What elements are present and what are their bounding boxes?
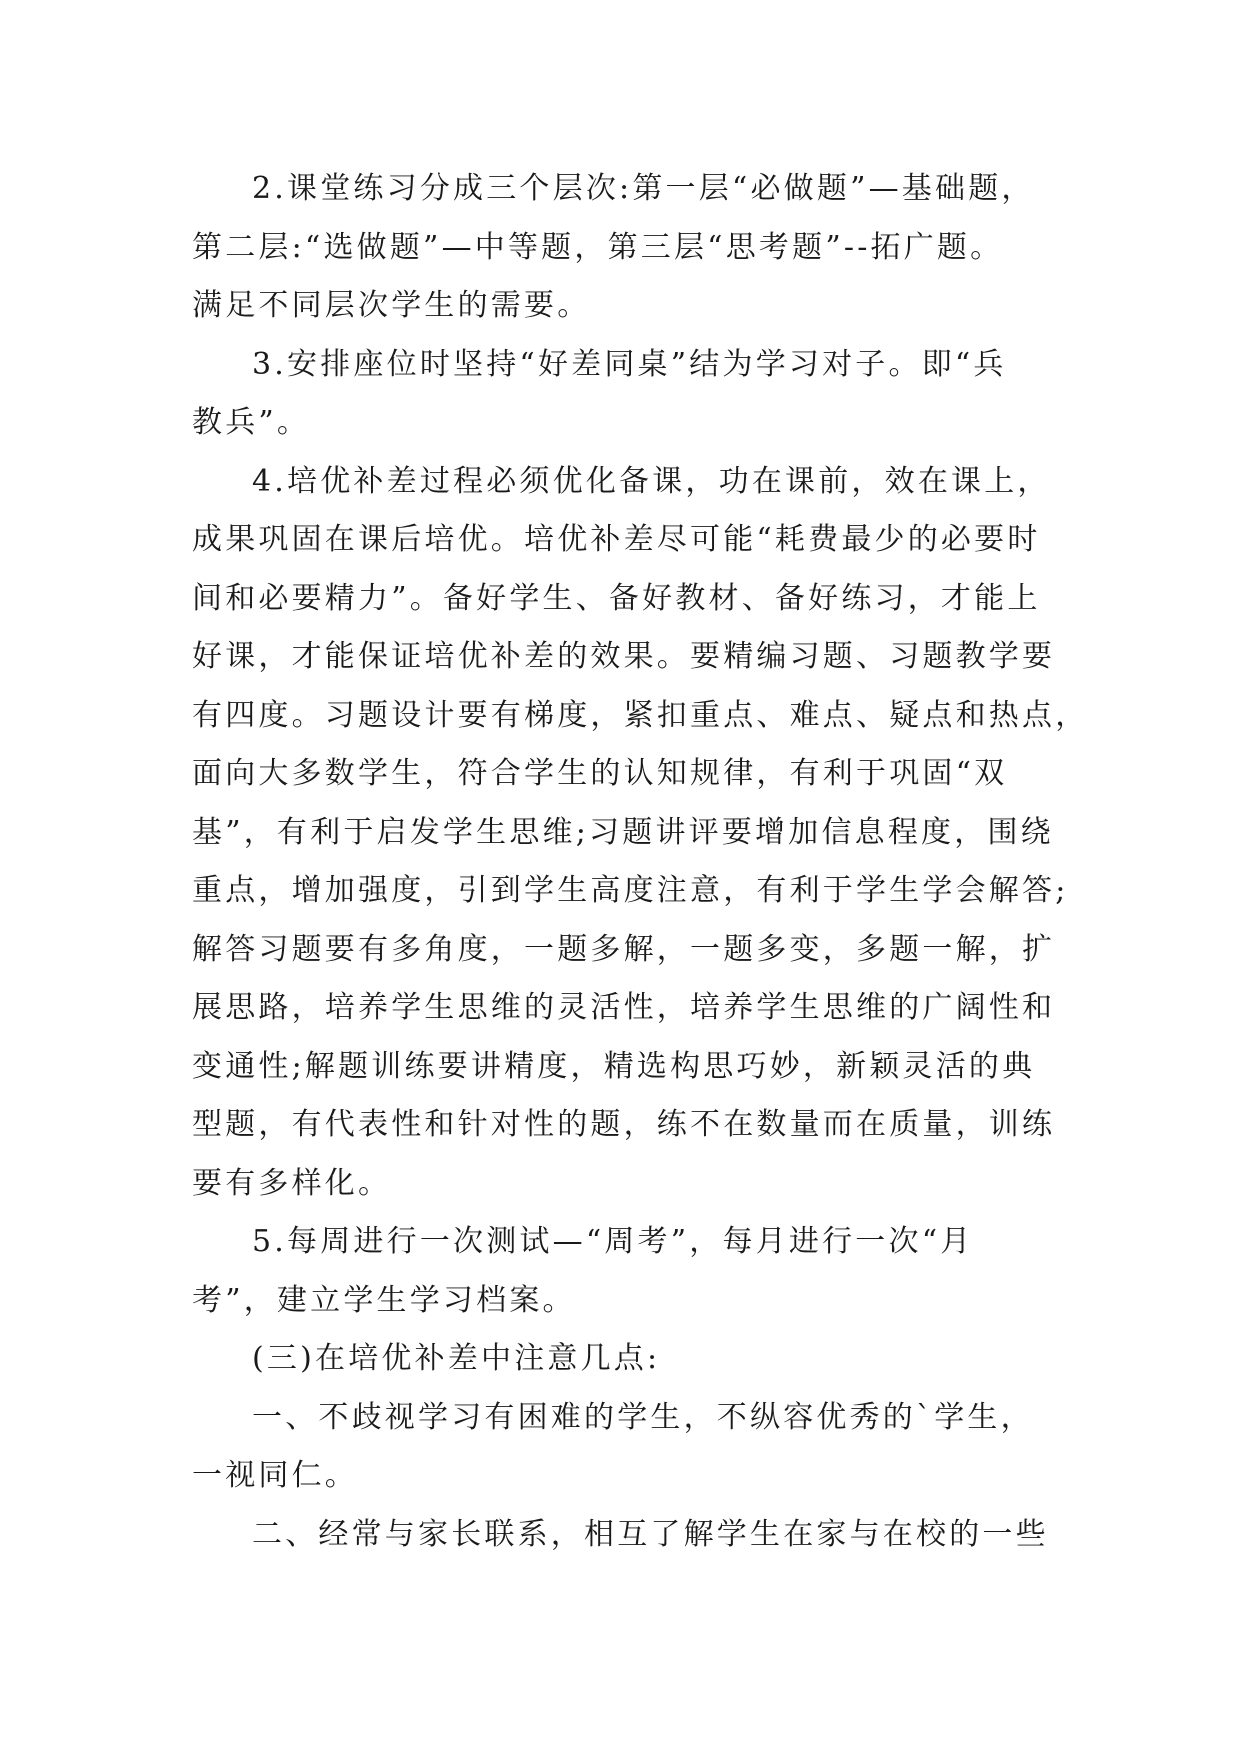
text-line: 型题，有代表性和针对性的题，练不在数量而在质量，训练	[192, 1107, 1056, 1142]
text-line: 3.安排座位时坚持“好差同桌”结为学习对子。即“兵	[252, 346, 1007, 382]
text-line: 好课，才能保证培优补差的效果。要精编习题、习题教学要	[192, 639, 1056, 674]
text-line: 2.课堂练习分成三个层次:第一层“必做题”—基础题，	[252, 171, 1035, 206]
paragraph-item-5	[192, 1213, 1052, 1330]
text-line: 二、经常与家长联系，相互了解学生在家与在校的一些	[252, 1516, 1049, 1552]
text-line: 展思路，培养学生思维的灵活性，培养学生思维的广阔性和	[192, 990, 1056, 1025]
text-line: 有四度。习题设计要有梯度，紧扣重点、难点、疑点和热点，	[192, 697, 1089, 733]
document-body	[192, 160, 1089, 1564]
paragraph-point-1	[192, 1389, 1052, 1506]
text-line: 解答习题要有多角度，一题多解，一题多变，多题一解，扩	[192, 931, 1056, 967]
paragraph-point-2	[192, 1506, 1052, 1565]
text-line: 一、不歧视学习有困难的学生，不纵容优秀的`学生，	[252, 1399, 1034, 1435]
text-line: 满足不同层次学生的需要。	[192, 288, 591, 323]
text-line: 变通性;解题训练要讲精度，精选构思巧妙，新颖灵活的典	[192, 1048, 1036, 1084]
text-line: 重点，增加强度，引到学生高度注意，有利于学生学会解答;	[192, 873, 1069, 908]
text-line: 一视同仁。	[192, 1458, 358, 1493]
text-line: 面向大多数学生，符合学生的认知规律，有利于巩固“双	[192, 756, 1008, 791]
text-line: 第二层:“选做题”—中等题，第三层“思考题”--拓广题。	[192, 229, 1004, 265]
text-line: 4.培优补差过程必须优化备课，功在课前，效在课上，	[252, 463, 1051, 499]
paragraph-item-2	[192, 160, 1052, 336]
text-line: 要有多样化。	[192, 1165, 392, 1201]
text-line: 考”，建立学生学习档案。	[192, 1282, 576, 1318]
text-line: 教兵”。	[192, 405, 311, 440]
text-line: 间和必要精力”。备好学生、备好教材、备好练习，才能上	[192, 580, 1041, 616]
text-line: 5.每周进行一次测试—“周考”，每月进行一次“月	[252, 1224, 974, 1259]
paragraph-item-3	[192, 336, 1052, 453]
paragraph-item-4	[192, 453, 1089, 1214]
text-line: 成果巩固在课后培优。培优补差尽可能“耗费最少的必要时	[192, 522, 1041, 557]
section-heading-3	[192, 1330, 1052, 1389]
text-line: 基”，有利于启发学生思维;习题讲评要增加信息程度，围绕	[192, 814, 1054, 850]
section-heading: (三)在培优补差中注意几点:	[252, 1341, 661, 1376]
